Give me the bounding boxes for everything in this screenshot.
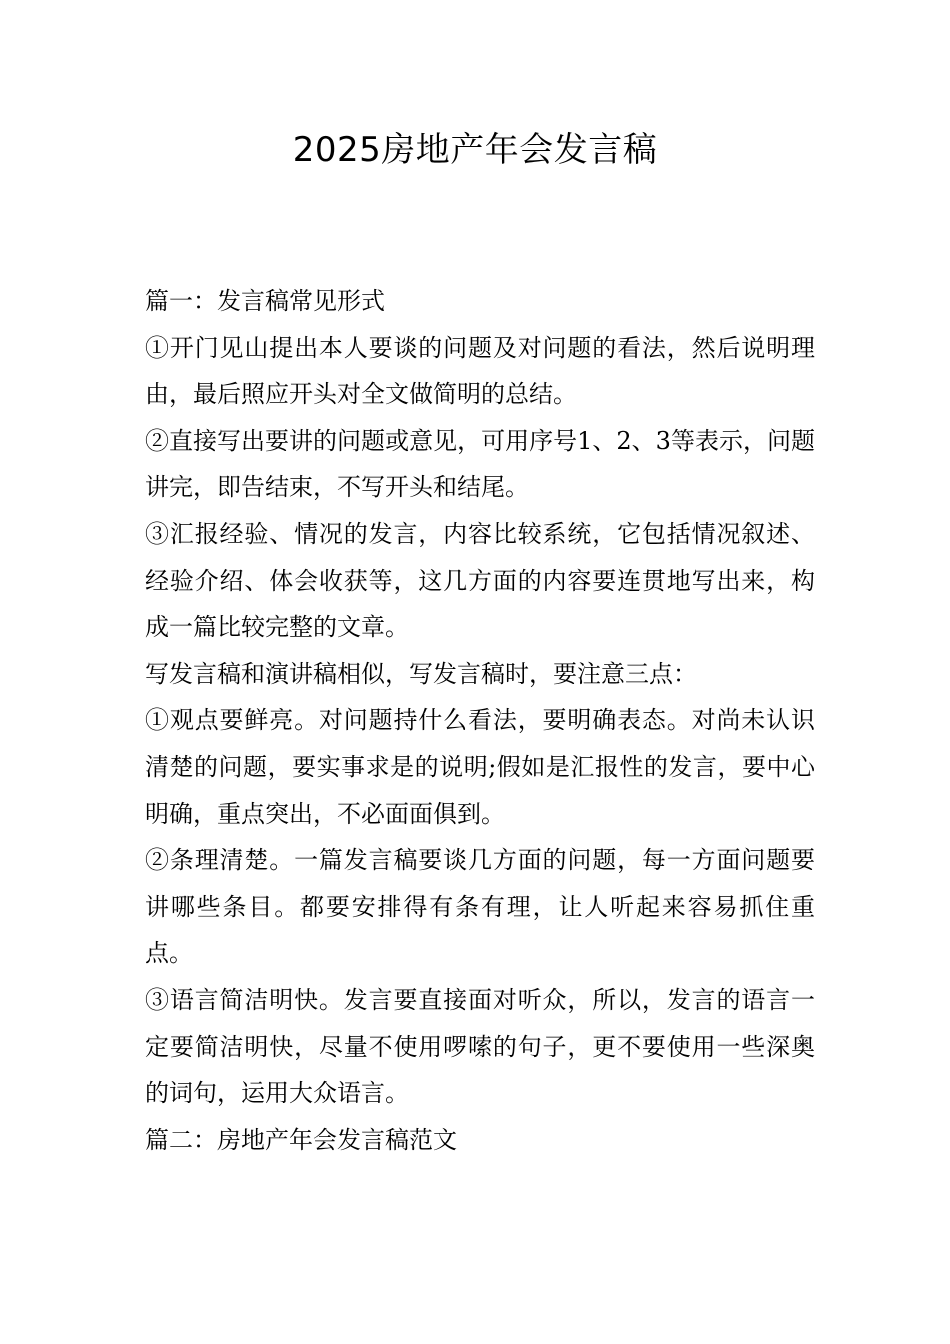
paragraph-form-2: ②直接写出要讲的问题或意见，可用序号1、2、3等表示，问题讲完，即告结束，不写开头和结尾。 [145, 426, 815, 502]
section-heading-2: 篇二：房地产年会发言稿范文 [145, 1125, 457, 1154]
document-body [145, 278, 815, 1163]
paragraph-point-2: ②条理清楚。一篇发言稿要谈几方面的问题，每一方面问题要讲哪些条目。都要安排得有条有理，让人听起来容易抓住重点。 [145, 846, 815, 968]
paragraph-form-1: ①开门见山提出本人要谈的问题及对问题的看法，然后说明理由，最后照应开头对全文做简明的总结。 [145, 333, 815, 409]
paragraph-form-3: ③汇报经验、情况的发言，内容比较系统，它包括情况叙述、经验介绍、体会收获等，这几方面的内容要连贯地写出来，构成一篇比较完整的文章。 [145, 519, 815, 642]
paragraph-point-3: ③语言简洁明快。发言要直接面对听众，所以，发言的语言一定要简洁明快，尽量不使用啰嗦的句子，更不要使用一些深奥的词句，运用大众语言。 [145, 985, 815, 1108]
paragraph-three-points-intro: 写发言稿和演讲稿相似，写发言稿时，要注意三点： [145, 659, 697, 688]
paragraph-point-1: ①观点要鲜亮。对问题持什么看法，要明确表态。对尚未认识清楚的问题，要实事求是的说明;假如是汇报性的发言，要中心明确，重点突出，不必面面俱到。 [145, 706, 815, 828]
document-title: 2025房地产年会发言稿 [292, 130, 658, 170]
section-heading-1: 篇一：发言稿常见形式 [145, 287, 385, 315]
